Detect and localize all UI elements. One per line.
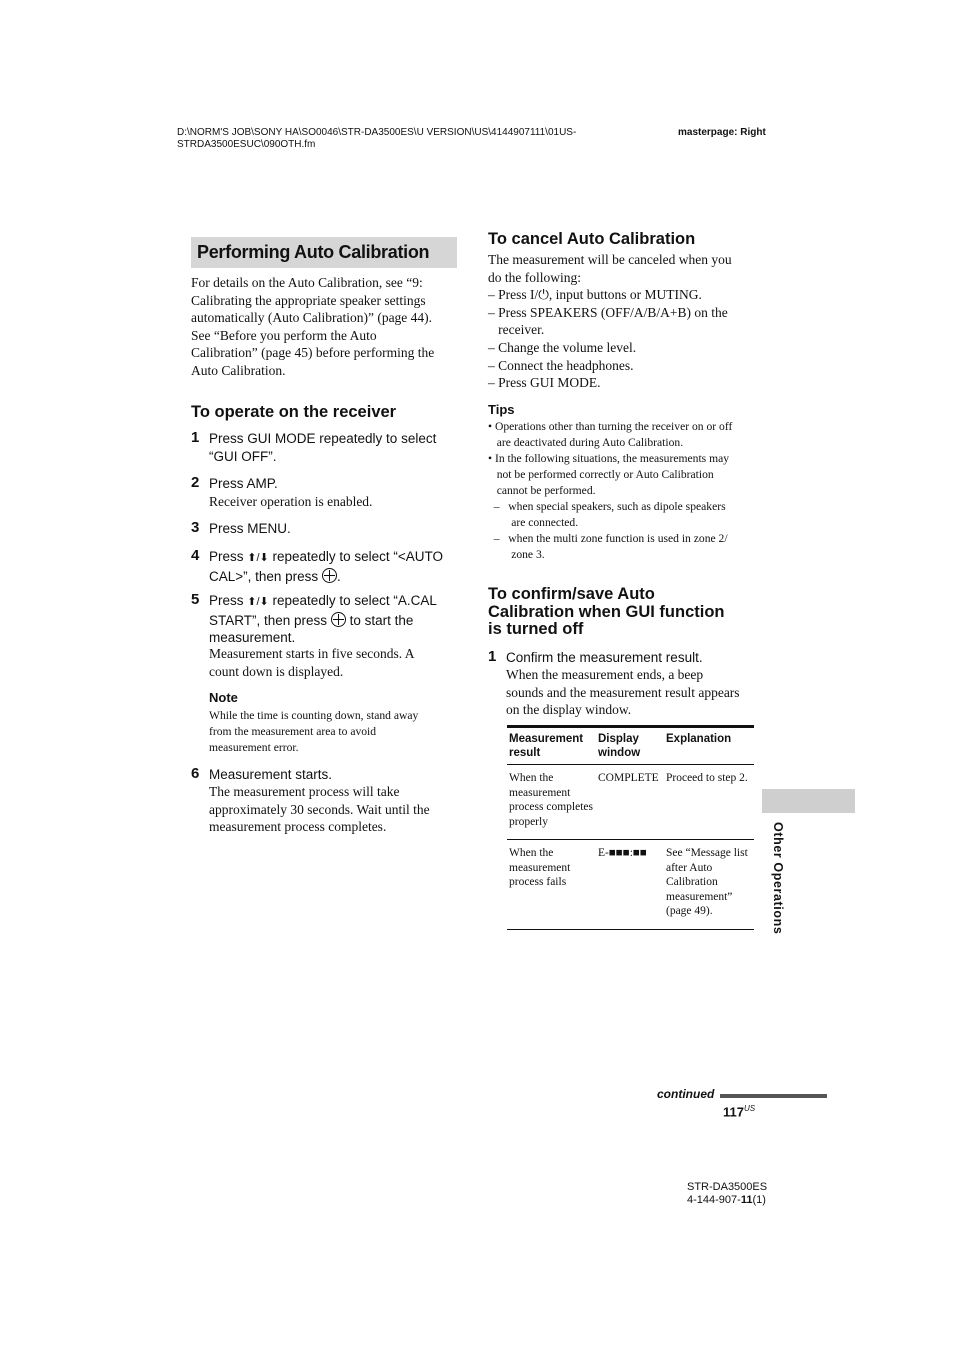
- confirm-step: Confirm the measurement result.: [506, 650, 703, 665]
- step-1: [209, 430, 436, 465]
- intro-line: Auto Calibration.: [191, 362, 286, 378]
- step-6-detail: [209, 783, 430, 836]
- tip-line: zone 3.: [488, 548, 545, 561]
- step-text: [209, 612, 464, 630]
- step-text-part: repeatedly to select “A.CAL: [268, 593, 437, 608]
- step-5: [209, 592, 464, 647]
- step-text-part: Press: [209, 549, 244, 564]
- intro-line: Calibrating the appropriate speaker settings: [191, 292, 426, 308]
- step-3: Press MENU.: [209, 521, 291, 536]
- step-number: 6: [191, 765, 200, 782]
- tip-line: – when the multi zone function is used in zone 2/: [488, 532, 728, 545]
- step-4: [209, 548, 464, 585]
- table-cell: When the measurement process fails: [509, 847, 571, 888]
- step-number: 2: [191, 474, 200, 491]
- detail-line: on the display window.: [506, 702, 632, 718]
- step-text-part: Press: [209, 593, 244, 608]
- section-title-bar: [191, 237, 457, 268]
- tip-line: • In the following situations, the measurements may: [488, 452, 730, 465]
- note-line: measurement error.: [209, 741, 299, 754]
- cancel-item: – Change the volume level.: [488, 339, 637, 355]
- tips-heading: Tips: [488, 402, 515, 417]
- page-number: [723, 1104, 755, 1119]
- up-down-arrow-icon: ⬆/⬇: [247, 552, 269, 564]
- cancel-intro: do the following:: [488, 269, 581, 285]
- step-text: [209, 568, 464, 586]
- note-body: [209, 708, 418, 756]
- part-code: [687, 1194, 767, 1207]
- side-section-label: Other Operations: [771, 822, 785, 935]
- file-path-line: D:\NORM'S JOB\SONY HA\SO0046\STR-DA3500ES\U VERSION\US\4144907111\01US-: [177, 127, 577, 138]
- note-line: While the time is counting down, stand away: [209, 709, 419, 722]
- table-cell: Proceed to step 2.: [666, 772, 748, 784]
- enter-button-icon: [322, 568, 337, 583]
- enter-button-icon: [331, 612, 346, 627]
- table-cell: COMPLETE: [598, 772, 659, 784]
- cancel-item: – Press SPEAKERS (OFF/A/B/A+B) on the: [488, 304, 728, 320]
- confirm-heading: [488, 586, 725, 639]
- up-down-arrow-icon: ⬆/⬇: [247, 596, 269, 608]
- intro-line: For details on the Auto Calibration, see “9:: [191, 275, 423, 290]
- detail-line: count down is displayed.: [209, 663, 344, 679]
- part-code-a: 4-144-907-: [687, 1193, 741, 1206]
- part-code-c: (1): [752, 1193, 766, 1206]
- step-2: Press AMP.: [209, 476, 278, 491]
- column-header: Measurement result: [509, 733, 584, 759]
- continued-label: continued: [657, 1087, 715, 1101]
- intro-line: Calibration” (page 45) before performing the: [191, 345, 435, 361]
- detail-line: approximately 30 seconds. Wait until the: [209, 801, 430, 817]
- masterpage-label: masterpage: Right: [678, 127, 766, 138]
- file-path-line: STRDA3500ESUC\090OTH.fm: [177, 139, 316, 150]
- tip-line: – when special speakers, such as dipole speakers: [488, 500, 726, 513]
- step-number: 1: [191, 429, 200, 446]
- cancel-body: [488, 251, 758, 392]
- tip-line: • Operations other than turning the receiver on or off: [488, 420, 733, 433]
- table-cell: When the measurement process completes properly: [509, 772, 593, 828]
- table-row: [507, 765, 754, 840]
- step-text-part: CAL>”, then press: [209, 568, 319, 584]
- note-line: from the measurement area to avoid: [209, 725, 377, 738]
- step-text: Press GUI MODE repeatedly to select: [209, 431, 437, 446]
- table-row: [507, 840, 754, 930]
- column-header: Explanation: [666, 733, 732, 745]
- step-6: Measurement starts.: [209, 767, 333, 782]
- step-text-part: START”, then press: [209, 612, 328, 628]
- detail-line: The measurement process will take: [209, 784, 400, 799]
- table-header-row: [507, 727, 754, 765]
- tip-line: cannot be performed.: [488, 484, 596, 497]
- cancel-heading: To cancel Auto Calibration: [488, 230, 696, 248]
- footer-model-info: [687, 1181, 767, 1206]
- step-2-detail: Receiver operation is enabled.: [209, 494, 373, 509]
- file-path-header: [177, 127, 647, 151]
- page-suffix: US: [743, 1104, 756, 1113]
- step-5-detail: [209, 645, 414, 680]
- step-text: measurement.: [209, 630, 296, 646]
- detail-line: sounds and the measurement result appears: [506, 684, 740, 700]
- step-text-part: repeatedly to select “<AUTO: [268, 549, 443, 564]
- intro-line: See “Before you perform the Auto: [191, 327, 377, 343]
- part-code-b: 11: [740, 1193, 753, 1206]
- note-heading: Note: [209, 690, 238, 705]
- cancel-intro: The measurement will be canceled when you: [488, 252, 732, 267]
- operate-heading: To operate on the receiver: [191, 403, 397, 421]
- step-number: 5: [191, 591, 200, 608]
- section-side-tab: [762, 789, 855, 813]
- step-number: 3: [191, 519, 200, 536]
- cancel-item: – Connect the headphones.: [488, 357, 634, 373]
- measurement-result-table: [507, 725, 754, 930]
- step-text: [209, 548, 464, 568]
- step-text: [209, 592, 464, 612]
- model-name: STR-DA3500ES: [687, 1181, 768, 1193]
- section-title: Performing Auto Calibration: [197, 242, 430, 262]
- confirm-detail: [506, 666, 758, 719]
- cancel-item: receiver.: [488, 322, 545, 338]
- tip-line: are deactivated during Auto Calibration.: [488, 436, 684, 449]
- heading-line: Calibration when GUI function: [488, 602, 725, 621]
- tip-line: not be performed correctly or Auto Calibration: [488, 468, 714, 481]
- heading-line: To confirm/save Auto: [488, 585, 655, 603]
- step-number: 4: [191, 547, 200, 564]
- intro-paragraph: [191, 274, 461, 380]
- detail-line: When the measurement ends, a beep: [506, 667, 704, 682]
- cancel-item: – Press I/⏻, input buttons or MUTING.: [488, 287, 702, 303]
- tip-line: are connected.: [488, 516, 579, 529]
- page-number-value: 117: [723, 1104, 744, 1120]
- detail-line: measurement process completes.: [209, 819, 387, 835]
- tips-body: [488, 419, 758, 563]
- step-text-part: .: [336, 568, 341, 584]
- step-number: 1: [488, 648, 497, 665]
- table-cell: See “Message list after Auto Calibration measurement” (page 49).: [666, 847, 748, 917]
- column-header: Display window: [598, 733, 641, 759]
- continued-bar: [720, 1094, 827, 1098]
- detail-line: Measurement starts in five seconds. A: [209, 646, 415, 661]
- heading-line: is turned off: [488, 620, 584, 638]
- table-cell: E-■■■:■■: [598, 847, 647, 859]
- step-text: “GUI OFF”.: [209, 448, 277, 464]
- intro-line: automatically (Auto Calibration)” (page 44).: [191, 310, 433, 326]
- cancel-item: – Press GUI MODE.: [488, 375, 601, 391]
- step-text-part: to start the: [345, 612, 414, 628]
